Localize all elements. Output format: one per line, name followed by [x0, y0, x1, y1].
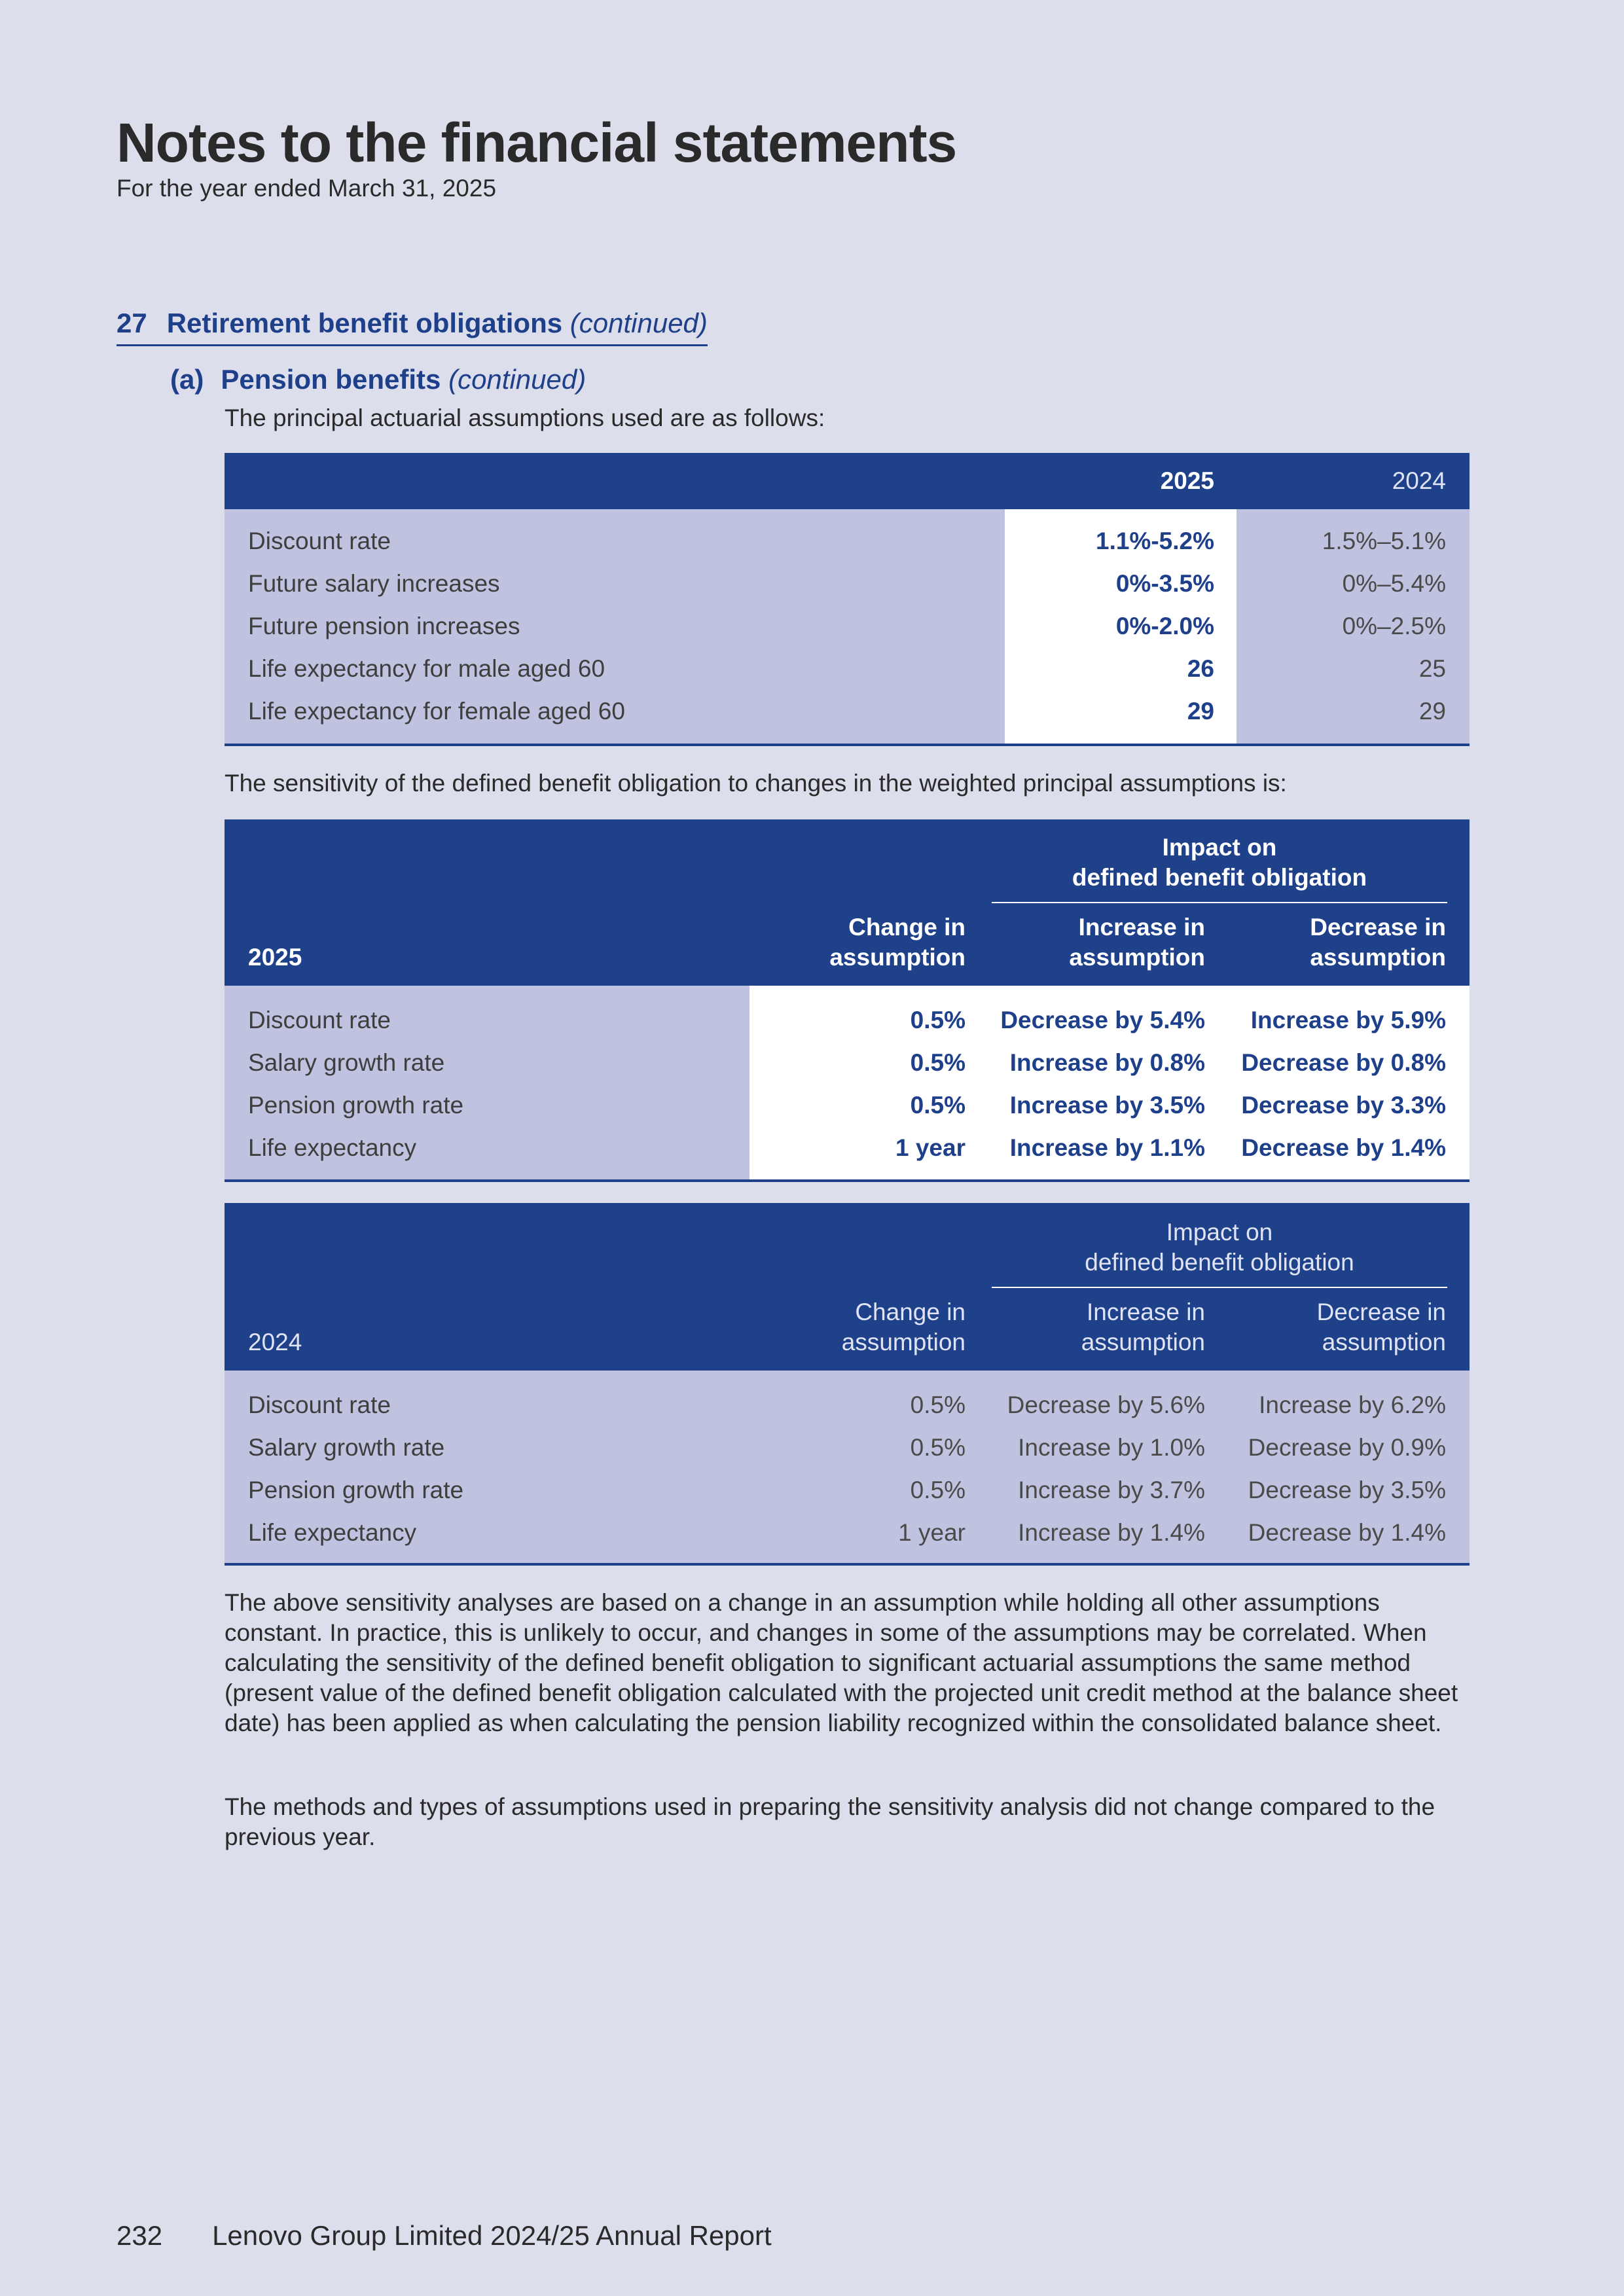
table-cell-decrease: Decrease by 1.4% [1241, 1134, 1446, 1161]
table-cell-2024: 29 [1418, 698, 1446, 725]
impact-line2: defined benefit obligation [1072, 864, 1367, 891]
section-title: Retirement benefit obligations [166, 308, 563, 338]
section-continued: (continued) [569, 308, 708, 338]
assumptions-table-body [225, 509, 1470, 744]
increase-header-line1: Increase in [1078, 914, 1205, 941]
subsection-heading [170, 363, 586, 397]
change-header-line2: assumption [841, 1329, 965, 1355]
sensitivity-2024-header [225, 1203, 1470, 1371]
year-header: 2024 [248, 1329, 302, 1355]
table-cell-2024: 25 [1418, 655, 1446, 682]
table-row-label: Discount rate [248, 528, 391, 554]
sensitivity-2025-table [225, 819, 1470, 1182]
impact-line1: Impact on [1166, 1219, 1273, 1246]
table-cell-change: 1 year [895, 1134, 965, 1161]
table-cell-2025: 26 [1187, 655, 1214, 682]
col-header-2025: 2025 [1160, 467, 1214, 494]
increase-header-line1: Increase in [1087, 1299, 1205, 1325]
table-row-label: Life expectancy [248, 1134, 417, 1161]
table-cell-change: 0.5% [910, 1092, 965, 1119]
table-cell-increase: Decrease by 5.4% [1000, 1007, 1205, 1033]
sensitivity-2025-header [225, 819, 1470, 986]
increase-header-line2: assumption [1069, 944, 1205, 971]
impact-divider [992, 902, 1447, 903]
table-row-label: Life expectancy for male aged 60 [248, 655, 605, 682]
table-row-label: Pension growth rate [248, 1092, 464, 1119]
change-header-line2: assumption [829, 944, 965, 971]
col-header-2024: 2024 [1392, 467, 1446, 494]
page-subtitle: For the year ended March 31, 2025 [117, 175, 497, 202]
table-row-label: Discount rate [248, 1007, 391, 1033]
table-cell-increase: Increase by 3.5% [1009, 1092, 1205, 1119]
table-row-label: Pension growth rate [248, 1477, 464, 1503]
closing-paragraph-2: The methods and types of assumptions used in preparing the sensitivity analysis did not change compared to the previous year. [225, 1793, 1435, 1850]
table-cell-change: 0.5% [910, 1049, 965, 1076]
year-header: 2025 [248, 944, 302, 971]
table-cell-2025: 0%-2.0% [1115, 613, 1214, 639]
table-cell-decrease: Decrease by 0.8% [1241, 1049, 1446, 1076]
decrease-header-line2: assumption [1322, 1329, 1446, 1355]
table-cell-decrease: Increase by 5.9% [1250, 1007, 1446, 1033]
sensitivity-text: The sensitivity of the defined benefit obligation to changes in the weighted principal assumptions is: [225, 770, 1287, 797]
table-row-label: Life expectancy [248, 1519, 417, 1546]
table-cell-2025: 1.1%-5.2% [1096, 528, 1214, 554]
page-footer [117, 2219, 772, 2253]
table-cell-increase: Increase by 3.7% [1018, 1477, 1205, 1503]
table-cell-2024: 0%–2.5% [1342, 613, 1446, 639]
sensitivity-2024-table [225, 1203, 1470, 1566]
table-cell-increase: Increase by 0.8% [1009, 1049, 1205, 1076]
decrease-header-line1: Decrease in [1310, 914, 1446, 941]
sensitivity-2024-body [225, 1371, 1470, 1563]
section-heading [117, 306, 708, 346]
subsection-continued: (continued) [448, 364, 586, 395]
table-row-label: Future pension increases [248, 613, 520, 639]
table-row-label: Life expectancy for female aged 60 [248, 698, 625, 725]
table-cell-increase: Increase by 1.4% [1018, 1519, 1205, 1546]
assumptions-table-header [225, 453, 1470, 509]
table-cell-decrease: Decrease by 0.9% [1248, 1434, 1446, 1461]
table-cell-change: 0.5% [910, 1007, 965, 1033]
table-cell-decrease: Increase by 6.2% [1259, 1391, 1446, 1418]
table-cell-increase: Decrease by 5.6% [1007, 1391, 1205, 1418]
table-row-label: Salary growth rate [248, 1049, 445, 1076]
page-number: 232 [117, 2220, 163, 2251]
subsection-label: (a) [170, 364, 204, 395]
table-cell-increase: Increase by 1.1% [1009, 1134, 1205, 1161]
table-cell-2024: 1.5%–5.1% [1322, 528, 1446, 554]
impact-divider [992, 1287, 1447, 1288]
table-cell-change: 0.5% [910, 1434, 965, 1461]
impact-line2: defined benefit obligation [1085, 1249, 1354, 1276]
assumptions-table [225, 453, 1470, 746]
table-cell-increase: Increase by 1.0% [1018, 1434, 1205, 1461]
change-header-line1: Change in [848, 914, 965, 941]
closing-paragraph-1: The above sensitivity analyses are based on a change in an assumption while holding all other assumptions constant. In practice, this is unlikely to occur, and changes in some of the assumptions may be correlated. When calculating the sensitivity of the defined benefit obligation to significant actuarial assumptions the same method (present value of the defined benefit obligation calculated with the projected unit credit method at the balance sheet date) has been applied as when calculating the pension liability recognized within the consolidated balance sheet. [225, 1589, 1458, 1736]
report-name: Lenovo Group Limited 2024/25 Annual Report [212, 2220, 772, 2251]
table-cell-change: 0.5% [910, 1477, 965, 1503]
change-header-line1: Change in [855, 1299, 965, 1325]
table-cell-2025: 0%-3.5% [1115, 570, 1214, 597]
section-number: 27 [117, 308, 147, 338]
table-cell-2024: 0%–5.4% [1342, 570, 1446, 597]
table-cell-change: 1 year [898, 1519, 965, 1546]
decrease-header-line1: Decrease in [1316, 1299, 1446, 1325]
table-row-label: Salary growth rate [248, 1434, 445, 1461]
impact-line1: Impact on [1162, 834, 1277, 861]
page-title: Notes to the financial statements [117, 112, 957, 173]
decrease-header-line2: assumption [1310, 944, 1446, 971]
table-cell-change: 0.5% [910, 1391, 965, 1418]
increase-header-line2: assumption [1081, 1329, 1205, 1355]
table-row-label: Discount rate [248, 1391, 391, 1418]
table-cell-decrease: Decrease by 3.5% [1248, 1477, 1446, 1503]
subsection-title: Pension benefits [221, 364, 441, 395]
sensitivity-2025-body [225, 986, 1470, 1179]
intro-text: The principal actuarial assumptions used are as follows: [225, 404, 825, 431]
table-cell-decrease: Decrease by 3.3% [1241, 1092, 1446, 1119]
table-row-label: Future salary increases [248, 570, 500, 597]
table-cell-decrease: Decrease by 1.4% [1248, 1519, 1446, 1546]
table-cell-2025: 29 [1187, 698, 1214, 725]
